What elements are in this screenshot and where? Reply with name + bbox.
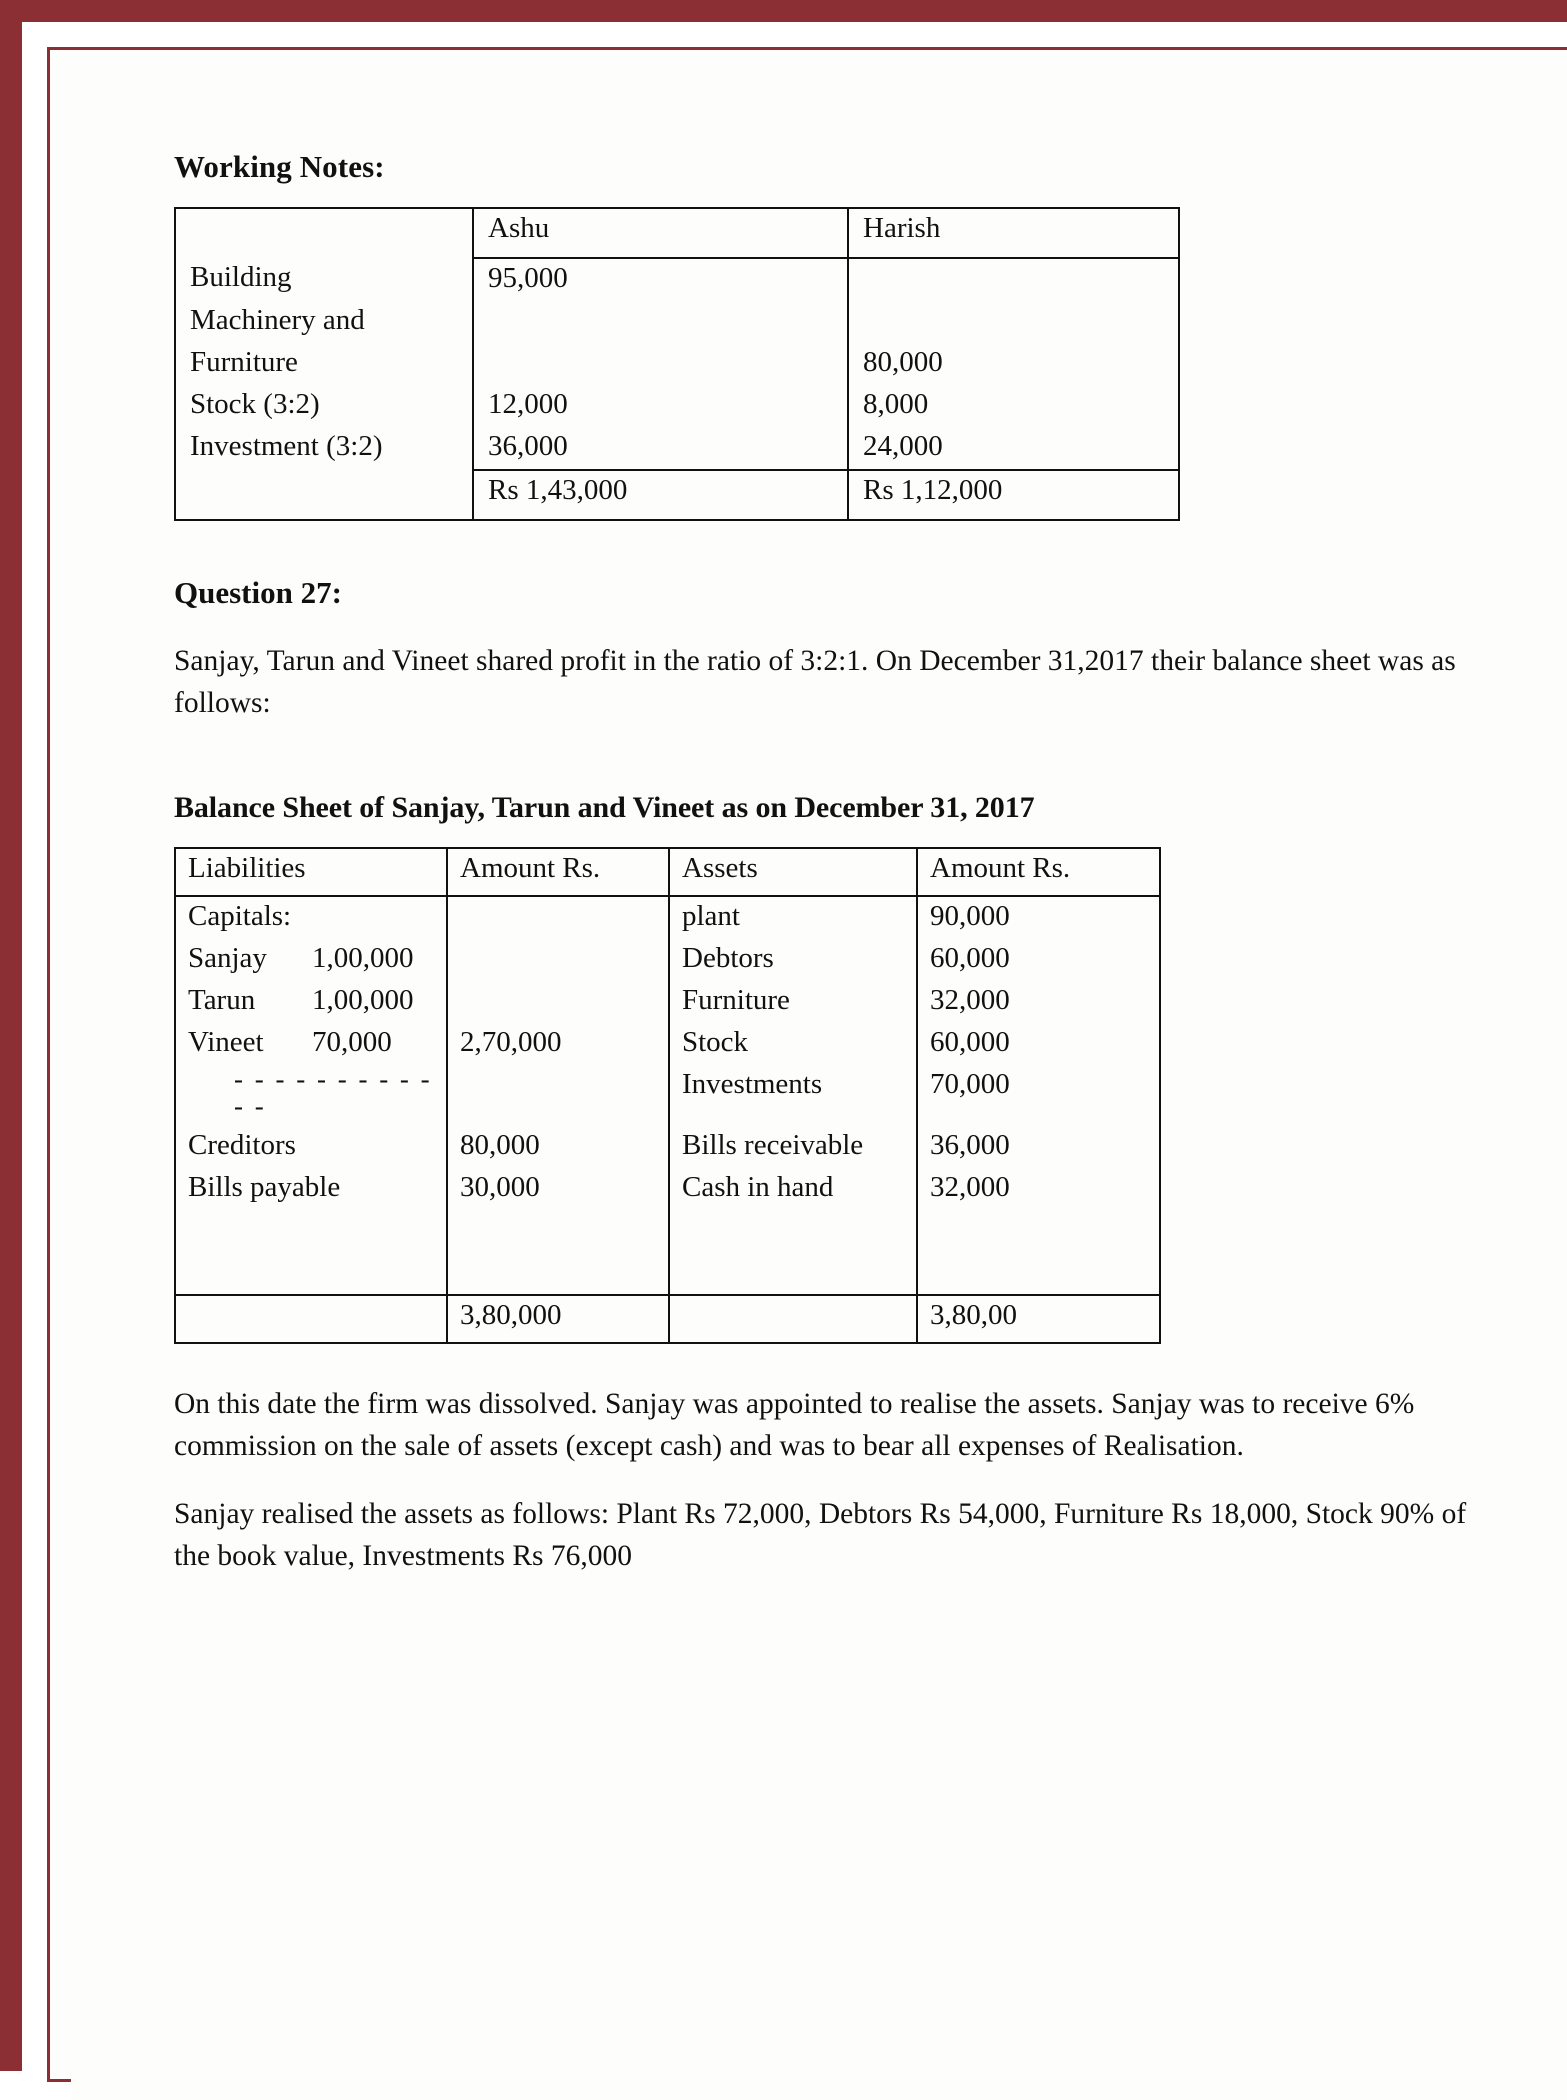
table-header-row <box>175 848 1160 896</box>
bs-total-label-left <box>175 1295 447 1343</box>
bs-asset-name: Furniture <box>669 981 917 1023</box>
bs-capitals-divider <box>175 1065 447 1127</box>
bs-asset-name: Investments <box>669 1065 917 1127</box>
bs-header-amount-right: Amount Rs. <box>917 848 1160 896</box>
capital-partner-name: Tarun <box>188 983 256 1016</box>
wn-row-harish: 80,000 <box>848 343 1179 385</box>
capital-partner-amount: 1,00,000 <box>312 941 414 974</box>
table-total-row <box>175 1295 1160 1343</box>
wn-row-ashu <box>473 343 848 385</box>
bs-blank-cell <box>175 1210 447 1252</box>
table-row-spacer <box>175 1210 1160 1252</box>
bs-asset-amount: 60,000 <box>917 939 1160 981</box>
wn-total-label <box>175 470 473 520</box>
wn-row-label: Building <box>175 258 473 301</box>
closing-paragraph-2: Sanjay realised the assets as follows: Plant Rs 72,000, Debtors Rs 54,000, Furniture Rs 18,000, Stock 90% of the book value, Investments Rs 76,000 <box>174 1498 1467 1573</box>
page-border-inner <box>22 22 1567 2071</box>
bs-blank-cell <box>447 1210 669 1252</box>
wn-row-harish: 8,000 <box>848 385 1179 427</box>
wn-row-label: Stock (3:2) <box>175 385 473 427</box>
wn-row-ashu: 12,000 <box>473 385 848 427</box>
bs-capital-sanjay <box>175 939 447 981</box>
bs-header-amount-left: Amount Rs. <box>447 848 669 896</box>
working-notes-table <box>174 207 1180 521</box>
wn-row-label: Investment (3:2) <box>175 427 473 470</box>
bs-asset-amount: 32,000 <box>917 1168 1160 1210</box>
bs-asset-amount: 70,000 <box>917 1065 1160 1127</box>
bs-asset-name: plant <box>669 896 917 939</box>
table-row <box>175 981 1160 1023</box>
wn-row-ashu <box>473 301 848 343</box>
bs-asset-amount: 36,000 <box>917 1126 1160 1168</box>
closing-paragraph-1: On this date the firm was dissolved. Sanjay was appointed to realise the assets. Sanjay was to receive 6% commission on the sale of assets (except cash) and was to bear all expenses of Realisation. <box>174 1388 1415 1463</box>
capital-partner-name: Vineet <box>188 1025 264 1058</box>
bs-total-assets: 3,80,00 <box>917 1295 1160 1343</box>
wn-col0-header <box>175 208 473 258</box>
table-row <box>175 385 1179 427</box>
bs-total-liabilities: 3,80,000 <box>447 1295 669 1343</box>
balance-sheet-title: Balance Sheet of Sanjay, Tarun and Vineet as on December 31, 2017 <box>174 790 1035 824</box>
table-row <box>175 939 1160 981</box>
bs-asset-name: Debtors <box>669 939 917 981</box>
wn-row-harish <box>848 258 1179 301</box>
bs-capital-tarun <box>175 981 447 1023</box>
table-header-row <box>175 208 1179 258</box>
bs-header-assets: Assets <box>669 848 917 896</box>
balance-sheet-table <box>174 847 1161 1345</box>
table-total-row <box>175 470 1179 520</box>
wn-total-ashu: Rs 1,43,000 <box>473 470 848 520</box>
bs-liability-amount: 80,000 <box>447 1126 669 1168</box>
bs-amount-left-blank <box>447 939 669 981</box>
wn-row-harish <box>848 301 1179 343</box>
bs-capital-vineet <box>175 1023 447 1065</box>
table-row <box>175 1065 1160 1127</box>
document-page <box>71 71 1567 2100</box>
question-intro-text: Sanjay, Tarun and Vineet shared profit in the ratio of 3:2:1. On December 31,2017 their balance sheet was as follows: <box>174 645 1456 719</box>
table-row <box>175 1126 1160 1168</box>
dashed-divider: - - - - - - - - - - - - <box>234 1063 433 1121</box>
table-row <box>175 896 1160 939</box>
bs-blank-cell <box>917 1252 1160 1295</box>
bs-asset-amount: 60,000 <box>917 1023 1160 1065</box>
table-row <box>175 301 1179 343</box>
bs-blank-cell <box>669 1210 917 1252</box>
capital-partner-amount: 1,00,000 <box>312 983 414 1016</box>
question-heading: Question 27: <box>174 575 342 610</box>
wn-row-label: Machinery and <box>175 301 473 343</box>
table-row-spacer <box>175 1252 1160 1295</box>
wn-col-ashu-header: Ashu <box>473 208 848 258</box>
bs-blank-cell <box>175 1252 447 1295</box>
capital-partner-amount: 70,000 <box>312 1025 392 1058</box>
table-row <box>175 1023 1160 1065</box>
bs-amount-left-blank <box>447 896 669 939</box>
bs-capitals-total: 2,70,000 <box>447 1023 669 1065</box>
bs-total-label-right <box>669 1295 917 1343</box>
wn-total-harish: Rs 1,12,000 <box>848 470 1179 520</box>
bs-blank-cell <box>447 1252 669 1295</box>
table-row <box>175 427 1179 470</box>
capital-partner-name: Sanjay <box>188 941 267 974</box>
bs-blank-cell <box>669 1252 917 1295</box>
bs-liability-name: Bills payable <box>175 1168 447 1210</box>
wn-col-harish-header: Harish <box>848 208 1179 258</box>
table-row <box>175 1168 1160 1210</box>
table-row <box>175 343 1179 385</box>
bs-asset-name: Cash in hand <box>669 1168 917 1210</box>
bs-liability-name: Creditors <box>175 1126 447 1168</box>
bs-header-liabilities: Liabilities <box>175 848 447 896</box>
bs-asset-name: Bills receivable <box>669 1126 917 1168</box>
bs-capitals-label: Capitals: <box>175 896 447 939</box>
bs-liability-amount: 30,000 <box>447 1168 669 1210</box>
wn-row-ashu: 95,000 <box>473 258 848 301</box>
wn-row-harish: 24,000 <box>848 427 1179 470</box>
working-notes-heading: Working Notes: <box>174 149 385 184</box>
page-border-rule <box>47 47 1567 2082</box>
bs-asset-amount: 32,000 <box>917 981 1160 1023</box>
table-row <box>175 258 1179 301</box>
bs-amount-left-blank <box>447 1065 669 1127</box>
bs-asset-amount: 90,000 <box>917 896 1160 939</box>
bs-asset-name: Stock <box>669 1023 917 1065</box>
wn-row-ashu: 36,000 <box>473 427 848 470</box>
bs-blank-cell <box>917 1210 1160 1252</box>
wn-row-label: Furniture <box>175 343 473 385</box>
bs-amount-left-blank <box>447 981 669 1023</box>
